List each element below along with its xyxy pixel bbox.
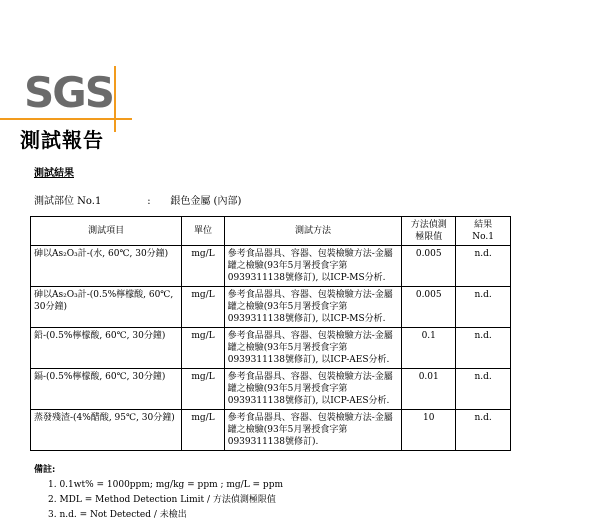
cell-method: 參考食品器具、容器、包裝檢驗方法-金屬罐之檢驗(93年5月署授食字第0939311138號修訂). [224,410,402,451]
test-part-line [34,192,241,207]
table-row [31,246,511,287]
sgs-logo [0,30,140,117]
test-part-colon: : [147,196,151,207]
header-mdl [402,217,456,246]
cell-item: 砷以As₂O₃計-(0.5%檸檬酸, 60℃, 30分鐘) [31,287,182,328]
note-item: 2. MDL = Method Detection Limit / 方法偵測極限值 [48,495,276,505]
cell-unit: mg/L [182,287,224,328]
cell-result: n.d. [456,410,511,451]
cell-result: n.d. [456,328,511,369]
note-item: 1. 0.1wt% = 1000ppm; mg/kg = ppm ; mg/L = ppm [48,480,283,490]
cell-unit: mg/L [182,369,224,410]
cell-method: 參考食品器具、容器、包裝檢驗方法-金屬罐之檢驗(93年5月署授食字第0939311138號修訂), 以ICP-AES分析. [224,328,402,369]
cell-unit: mg/L [182,410,224,451]
table-row [31,369,511,410]
results-table [30,216,511,451]
table-row [31,410,511,451]
cell-item: 砷以As₂O₃計-(水, 60℃, 30分鐘) [31,246,182,287]
logo-text: SGS [24,68,113,117]
header-result-line1: 結果 [474,220,493,230]
cell-mdl: 0.005 [402,287,456,328]
header-unit: 單位 [182,217,224,246]
cell-method: 參考食品器具、容器、包裝檢驗方法-金屬罐之檢驗(93年5月署授食字第0939311138號修訂), 以ICP-MS分析. [224,287,402,328]
cell-result: n.d. [456,246,511,287]
table-row [31,328,511,369]
notes-title: 備註: [34,465,56,475]
test-part-label: 測試部位 No.1 [34,196,102,207]
header-mdl-line1: 方法偵測 [410,220,447,230]
notes-section [34,463,283,523]
header-item: 測試項目 [31,217,182,246]
cell-method: 參考食品器具、容器、包裝檢驗方法-金屬罐之檢驗(93年5月署授食字第0939311138號修訂), 以ICP-AES分析. [224,369,402,410]
header-method: 測試方法 [224,217,402,246]
report-title: 測試報告 [20,128,104,152]
cell-item: 蒸發殘渣-(4%醋酸, 95℃, 30分鐘) [31,410,182,451]
cell-unit: mg/L [182,328,224,369]
header-result-line2: No.1 [472,232,494,242]
logo-horizontal-line [0,118,132,120]
cell-result: n.d. [456,287,511,328]
cell-item: 鎘-(0.5%檸檬酸, 60℃, 30分鐘) [31,369,182,410]
test-part-value: 銀色金屬 (內部) [170,196,242,207]
cell-mdl: 10 [402,410,456,451]
table-header-row [31,217,511,246]
note-item: 3. n.d. = Not Detected / 未檢出 [48,510,187,520]
logo-vertical-line [114,66,116,132]
cell-item: 鉛-(0.5%檸檬酸, 60℃, 30分鐘) [31,328,182,369]
section-title: 測試結果 [34,168,74,179]
cell-mdl: 0.1 [402,328,456,369]
cell-method: 參考食品器具、容器、包裝檢驗方法-金屬罐之檢驗(93年5月署授食字第0939311138號修訂), 以ICP-MS分析. [224,246,402,287]
table-row [31,287,511,328]
cell-unit: mg/L [182,246,224,287]
header-result [456,217,511,246]
cell-mdl: 0.01 [402,369,456,410]
cell-mdl: 0.005 [402,246,456,287]
header-mdl-line2: 極限值 [415,232,443,242]
cell-result: n.d. [456,369,511,410]
